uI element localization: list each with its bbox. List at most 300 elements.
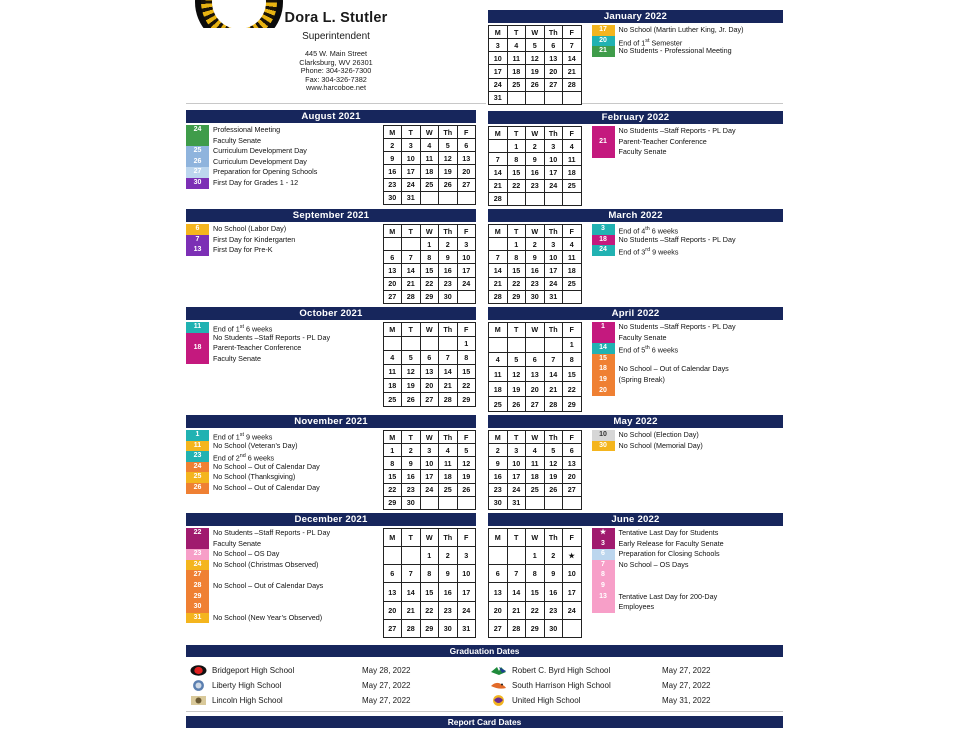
calendar-day-cell[interactable]: 21 [563,65,582,78]
calendar-day-cell[interactable]: 20 [563,470,582,483]
calendar-day-cell[interactable]: 2 [439,238,458,251]
calendar-day-cell[interactable]: 16 [439,583,458,601]
calendar-day-cell[interactable]: 27 [383,290,402,303]
month-block-december [186,513,476,638]
weekday-header: T [402,529,421,547]
weekday-header: Th [544,529,563,547]
weekday-header-row [489,323,582,338]
calendar-day-cell[interactable]: 27 [544,78,563,91]
calendar-day-cell[interactable]: 31 [544,290,563,303]
calendar-empty-cell [439,496,458,509]
calendar-day-cell[interactable]: 11 [563,153,582,166]
calendar-day-cell[interactable]: 12 [457,457,476,470]
calendar-day-cell[interactable]: 9 [526,251,545,264]
calendar-day-cell[interactable]: 18 [526,470,545,483]
calendar-day-cell[interactable]: 1 [526,547,545,565]
legend-label: No School (Thanksgiving) [213,472,296,482]
calendar-day-cell[interactable]: 29 [563,397,582,412]
calendar-day-cell[interactable]: 31 [489,91,508,104]
calendar-day-cell[interactable]: 3 [457,238,476,251]
legend-color-chip: 30 [592,441,615,452]
calendar-day-cell[interactable]: 16 [544,583,563,601]
calendar-day-cell[interactable]: 15 [507,264,526,277]
calendar-day-cell[interactable]: 10 [544,251,563,264]
calendar-empty-cell [507,192,526,205]
calendar-day-cell[interactable]: 20 [526,382,545,397]
legend-label: End of 3rd 9 weeks [618,247,679,257]
calendar-day-cell[interactable]: 28 [544,397,563,412]
weekday-header: M [383,323,402,337]
south-harrison-hawks-logo [490,679,507,692]
calendar-day-cell[interactable]: 3 [420,444,439,457]
calendar-day-cell[interactable]: 5 [526,39,545,52]
calendar-day-cell[interactable]: 8 [457,351,476,365]
calendar-day-cell[interactable]: 24 [507,483,526,496]
calendar-day-cell[interactable]: 13 [420,365,439,379]
calendar-day-cell[interactable]: 4 [563,140,582,153]
calendar-empty-cell [526,91,545,104]
calendar-day-cell[interactable]: 27 [489,619,508,637]
calendar-day-cell[interactable]: 11 [489,367,508,382]
weekday-header: F [563,26,582,39]
calendar-day-cell[interactable]: 6 [457,139,476,152]
calendar-day-cell[interactable]: 22 [457,379,476,393]
calendar-day-cell[interactable]: 22 [507,179,526,192]
legend-label: No School – Out of Calendar Day [213,482,320,492]
calendar-week-row [383,251,476,264]
graduation-date: May 27, 2022 [362,681,411,690]
calendar-day-cell[interactable]: 29 [507,290,526,303]
calendar-day-cell[interactable]: 14 [544,367,563,382]
calendar-day-cell[interactable]: 23 [526,277,545,290]
calendar-empty-cell [402,238,421,251]
weekday-header-row [383,225,476,238]
calendar-day-cell[interactable]: 13 [544,52,563,65]
calendar-day-cell[interactable]: 31 [402,191,421,204]
legend-color-chip: 29 [186,592,209,603]
calendar-day-cell[interactable]: 1 [563,337,582,352]
calendar-day-cell[interactable]: 1 [507,140,526,153]
calendar-day-cell[interactable]: 3 [544,238,563,251]
calendar-day-cell[interactable]: 26 [439,178,458,191]
calendar-day-cell[interactable]: 22 [507,277,526,290]
calendar-day-cell[interactable]: 1 [507,238,526,251]
calendar-day-cell[interactable]: 21 [544,382,563,397]
calendar-day-cell[interactable]: 21 [507,601,526,619]
calendar-day-cell[interactable]: 19 [544,470,563,483]
calendar-day-cell[interactable]: 16 [383,165,402,178]
calendar-day-cell[interactable]: 30 [402,496,421,509]
month-title: May 2022 [488,415,783,428]
calendar-day-cell[interactable]: 5 [439,139,458,152]
calendar-day-cell[interactable]: 25 [420,178,439,191]
calendar-day-cell[interactable]: 24 [457,277,476,290]
calendar-day-cell[interactable]: 26 [526,78,545,91]
calendar-day-cell[interactable]: 12 [544,457,563,470]
calendar-day-cell[interactable]: 15 [420,264,439,277]
calendar-day-cell[interactable]: 11 [507,52,526,65]
calendar-day-cell[interactable]: 18 [563,264,582,277]
calendar-day-cell[interactable]: 25 [439,483,458,496]
calendar-day-cell[interactable]: 15 [457,365,476,379]
calendar-day-cell[interactable]: 10 [489,52,508,65]
calendar-day-cell[interactable]: 23 [439,277,458,290]
calendar-day-cell[interactable]: 2 [402,444,421,457]
calendar-day-cell[interactable]: 21 [489,277,508,290]
calendar-day-cell[interactable]: 26 [507,397,526,412]
calendar-week-row [489,397,582,412]
calendar-day-cell[interactable]: 30 [544,619,563,637]
calendar-day-cell[interactable]: 6 [383,565,402,583]
calendar-day-cell[interactable]: 20 [383,601,402,619]
legend-color-chip: 28 [186,581,209,592]
calendar-day-cell[interactable]: 9 [526,153,545,166]
calendar-day-cell[interactable]: 26 [457,483,476,496]
calendar-day-cell[interactable]: 15 [563,367,582,382]
calendar-day-cell[interactable]: 1 [420,238,439,251]
calendar-day-cell[interactable]: 15 [383,470,402,483]
calendar-day-cell[interactable]: 28 [402,290,421,303]
calendar-day-cell[interactable]: 14 [402,264,421,277]
calendar-day-cell[interactable]: 14 [489,264,508,277]
calendar-day-cell[interactable]: 12 [439,152,458,165]
calendar-day-cell[interactable]: 2 [526,140,545,153]
calendar-day-cell[interactable]: 2 [526,238,545,251]
calendar-day-cell[interactable]: 17 [507,470,526,483]
calendar-day-cell[interactable]: 5 [544,444,563,457]
calendar-day-cell[interactable]: 14 [563,52,582,65]
calendar-day-cell[interactable]: 3 [457,547,476,565]
calendar-day-cell[interactable]: 29 [420,290,439,303]
calendar-day-cell[interactable]: 9 [383,152,402,165]
calendar-day-cell[interactable]: 24 [544,179,563,192]
calendar-day-cell[interactable]: 7 [402,251,421,264]
calendar-day-cell[interactable]: 20 [489,601,508,619]
calendar-empty-cell [507,337,526,352]
calendar-day-cell[interactable]: 4 [439,444,458,457]
calendar-day-cell[interactable]: 25 [563,179,582,192]
calendar-day-cell[interactable]: 8 [507,251,526,264]
calendar-day-cell[interactable]: 2 [383,139,402,152]
calendar-day-cell[interactable]: 18 [383,379,402,393]
calendar-day-cell[interactable]: 27 [563,483,582,496]
calendar-day-cell[interactable]: 4 [489,352,508,367]
calendar-day-cell[interactable]: 18 [507,65,526,78]
calendar-day-cell[interactable]: 9 [402,457,421,470]
calendar-day-cell[interactable]: 20 [420,379,439,393]
weekday-header: Th [439,431,458,444]
calendar-day-cell[interactable]: 28 [563,78,582,91]
calendar-day-cell[interactable]: 9 [439,251,458,264]
calendar-day-cell[interactable]: 13 [383,583,402,601]
calendar-day-cell[interactable]: 27 [383,619,402,637]
calendar-empty-cell [439,191,458,204]
calendar-day-cell[interactable]: 1 [383,444,402,457]
header [186,0,486,104]
calendar-day-cell[interactable]: 17 [489,65,508,78]
calendar-day-cell[interactable]: 28 [507,619,526,637]
calendar-day-cell[interactable]: 30 [439,619,458,637]
calendar-day-cell[interactable]: 12 [507,367,526,382]
calendar-day-cell[interactable]: 21 [402,601,421,619]
calendar-day-cell[interactable]: 31 [507,496,526,509]
calendar-day-cell[interactable]: 21 [402,277,421,290]
calendar-day-cell[interactable]: 4 [420,139,439,152]
calendar-day-cell[interactable]: 22 [563,382,582,397]
calendar-day-cell[interactable]: 10 [457,565,476,583]
legend-label: End of 1st 6 weeks [213,324,273,334]
calendar-day-cell[interactable]: 16 [526,166,545,179]
legend-color-chip: 21 [592,137,615,148]
calendar-day-cell[interactable]: 7 [507,565,526,583]
calendar-day-cell[interactable]: 1 [457,337,476,351]
calendar-day-cell[interactable]: 13 [489,583,508,601]
calendar-day-cell[interactable]: 8 [563,352,582,367]
calendar-day-cell[interactable]: 10 [563,565,582,583]
calendar-day-cell[interactable]: 14 [489,166,508,179]
calendar-day-cell[interactable]: 12 [526,52,545,65]
calendar-day-cell[interactable]: 13 [563,457,582,470]
calendar-day-cell[interactable]: 4 [526,444,545,457]
calendar-day-cell[interactable]: 31 [457,619,476,637]
weekday-header: T [507,127,526,140]
weekday-header: W [526,431,545,444]
graduation-section-title: Graduation Dates [186,645,783,657]
calendar-day-cell[interactable]: 11 [563,251,582,264]
calendar-day-cell[interactable]: 6 [563,444,582,457]
graduation-school-name: Liberty High School [212,681,282,690]
calendar-day-cell[interactable]: 24 [544,277,563,290]
calendar-day-cell[interactable]: ★ [563,547,582,565]
calendar-day-cell[interactable]: 22 [420,601,439,619]
calendar-day-cell[interactable]: 19 [526,65,545,78]
calendar-day-cell[interactable]: 19 [507,382,526,397]
calendar-day-cell[interactable]: 4 [563,238,582,251]
calendar-day-cell[interactable]: 25 [383,393,402,407]
calendar-day-cell[interactable]: 13 [383,264,402,277]
calendar-day-cell[interactable]: 22 [420,277,439,290]
calendar-day-cell[interactable]: 23 [383,178,402,191]
calendar-day-cell[interactable]: 18 [563,166,582,179]
calendar-day-cell[interactable]: 18 [489,382,508,397]
calendar-empty-cell [526,337,545,352]
calendar-day-cell[interactable]: 6 [420,351,439,365]
calendar-day-cell[interactable]: 17 [402,165,421,178]
legend-color-chip: 8 [592,570,615,581]
calendar-day-cell[interactable]: 27 [457,178,476,191]
calendar-day-cell[interactable]: 12 [402,365,421,379]
calendar-day-cell[interactable]: 11 [383,365,402,379]
calendar-day-cell[interactable]: 29 [526,619,545,637]
calendar-day-cell[interactable]: 9 [544,565,563,583]
calendar-day-cell[interactable]: 26 [402,393,421,407]
month-body [488,428,783,510]
calendar-day-cell[interactable]: 8 [420,565,439,583]
calendar-day-cell[interactable]: 28 [489,290,508,303]
weekday-header: F [457,126,476,139]
calendar-day-cell[interactable]: 28 [489,192,508,205]
calendar-day-cell[interactable]: 20 [457,165,476,178]
calendar-day-cell[interactable]: 18 [420,165,439,178]
calendar-day-cell[interactable]: 30 [489,496,508,509]
calendar-day-cell[interactable]: 9 [439,565,458,583]
calendar-empty-cell [420,337,439,351]
calendar-day-cell[interactable]: 17 [457,264,476,277]
calendar-day-cell[interactable]: 6 [383,251,402,264]
calendar-day-cell[interactable]: 23 [439,601,458,619]
calendar-day-cell[interactable]: 6 [526,352,545,367]
calendar-week-row [489,547,582,565]
calendar-day-cell[interactable]: 29 [420,619,439,637]
calendar-day-cell[interactable]: 16 [489,470,508,483]
calendar-day-cell[interactable]: 19 [402,379,421,393]
calendar-day-cell[interactable]: 27 [420,393,439,407]
calendar-day-cell[interactable]: 20 [544,65,563,78]
calendar-day-cell[interactable]: 18 [439,470,458,483]
calendar-day-cell[interactable]: 3 [489,39,508,52]
calendar-day-cell[interactable]: 1 [420,547,439,565]
calendar-day-cell[interactable]: 9 [489,457,508,470]
legend-color-chip: 24 [186,462,209,473]
calendar-day-cell[interactable]: 14 [507,583,526,601]
calendar-day-cell[interactable]: 22 [526,601,545,619]
calendar-empty-cell [420,496,439,509]
calendar-day-cell[interactable]: 17 [544,264,563,277]
calendar-grid-november [383,430,477,510]
calendar-day-cell[interactable]: 24 [563,601,582,619]
legend-label [213,592,330,603]
calendar-day-cell[interactable]: 23 [544,601,563,619]
calendar-day-cell[interactable]: 30 [439,290,458,303]
calendar-week-row [489,52,582,65]
calendar-day-cell[interactable]: 7 [544,352,563,367]
legend-january [592,25,744,105]
calendar-day-cell[interactable]: 14 [439,365,458,379]
calendar-day-cell[interactable]: 8 [526,565,545,583]
calendar-day-cell[interactable]: 17 [544,166,563,179]
calendar-day-cell[interactable]: 4 [383,351,402,365]
calendar-day-cell[interactable]: 23 [489,483,508,496]
calendar-day-cell[interactable]: 11 [420,152,439,165]
calendar-day-cell[interactable]: 3 [402,139,421,152]
legend-label: Employees [618,602,655,612]
calendar-day-cell[interactable]: 2 [489,444,508,457]
calendar-day-cell[interactable]: 10 [420,457,439,470]
calendar-empty-cell [489,140,508,153]
calendar-day-cell[interactable]: 10 [507,457,526,470]
calendar-day-cell[interactable]: 26 [544,483,563,496]
calendar-day-cell[interactable]: 2 [544,547,563,565]
calendar-day-cell[interactable]: 5 [457,444,476,457]
calendar-day-cell[interactable]: 10 [402,152,421,165]
calendar-day-cell[interactable]: 19 [439,165,458,178]
calendar-empty-cell [489,337,508,352]
calendar-day-cell[interactable]: 5 [507,352,526,367]
calendar-day-cell[interactable]: 2 [439,547,458,565]
calendar-day-cell[interactable]: 29 [457,393,476,407]
calendar-day-cell[interactable]: 8 [383,457,402,470]
legend-label: Tentative Last Day for 200-Day [618,591,718,601]
calendar-day-cell[interactable]: 19 [457,470,476,483]
calendar-day-cell[interactable]: 13 [526,367,545,382]
calendar-day-cell[interactable]: 24 [489,78,508,91]
weekday-header: M [489,225,508,238]
calendar-day-cell[interactable]: 25 [526,483,545,496]
calendar-day-cell[interactable]: 3 [507,444,526,457]
calendar-day-cell[interactable]: 17 [420,470,439,483]
calendar-day-cell[interactable]: 24 [420,483,439,496]
calendar-day-cell[interactable]: 10 [544,153,563,166]
calendar-day-cell[interactable]: 8 [507,153,526,166]
weekday-header: F [457,323,476,337]
calendar-day-cell[interactable]: 11 [526,457,545,470]
weekday-header: M [489,431,508,444]
calendar-day-cell[interactable]: 16 [526,264,545,277]
calendar-day-cell[interactable]: 17 [457,583,476,601]
legend-color-chip: 3 [592,224,615,235]
calendar-day-cell[interactable]: 11 [439,457,458,470]
calendar-day-cell[interactable]: 5 [402,351,421,365]
calendar-week-row [489,166,582,179]
calendar-day-cell[interactable]: 14 [402,583,421,601]
calendar-day-cell[interactable]: 15 [507,166,526,179]
calendar-day-cell[interactable]: 30 [383,191,402,204]
calendar-day-cell[interactable]: 16 [402,470,421,483]
calendar-day-cell[interactable]: 23 [402,483,421,496]
calendar-day-cell[interactable]: 7 [402,565,421,583]
calendar-day-cell[interactable]: 4 [507,39,526,52]
calendar-day-cell[interactable]: 24 [457,601,476,619]
calendar-empty-cell [526,496,545,509]
calendar-day-cell[interactable]: 21 [439,379,458,393]
website-url[interactable]: www.harcoboe.net [305,83,367,93]
calendar-day-cell[interactable]: 8 [420,251,439,264]
calendar-day-cell[interactable]: 16 [439,264,458,277]
calendar-day-cell[interactable]: 30 [526,290,545,303]
weekday-header: Th [439,323,458,337]
weekday-header: T [507,529,526,547]
calendar-day-cell[interactable]: 21 [489,179,508,192]
calendar-day-cell[interactable]: 22 [383,483,402,496]
calendar-day-cell[interactable]: 29 [383,496,402,509]
calendar-day-cell[interactable]: 7 [489,251,508,264]
calendar-day-cell[interactable]: 23 [526,179,545,192]
calendar-day-cell[interactable]: 10 [457,251,476,264]
district-address [186,50,486,93]
calendar-day-cell[interactable]: 25 [489,397,508,412]
weekday-header: W [526,225,545,238]
calendar-day-cell[interactable]: 20 [383,277,402,290]
calendar-day-cell[interactable]: 6 [544,39,563,52]
calendar-day-cell[interactable]: 24 [402,178,421,191]
calendar-day-cell[interactable]: 28 [402,619,421,637]
calendar-day-cell[interactable]: 28 [439,393,458,407]
calendar-day-cell[interactable]: 3 [544,140,563,153]
calendar-day-cell[interactable]: 7 [563,39,582,52]
calendar-week-row [383,583,476,601]
calendar-day-cell[interactable]: 7 [489,153,508,166]
calendar-day-cell[interactable]: 15 [526,583,545,601]
calendar-day-cell[interactable]: 25 [563,277,582,290]
calendar-day-cell[interactable]: 15 [420,583,439,601]
calendar-day-cell[interactable]: 13 [457,152,476,165]
calendar-day-cell[interactable]: 6 [489,565,508,583]
calendar-day-cell[interactable]: 17 [563,583,582,601]
calendar-day-cell[interactable]: 7 [439,351,458,365]
calendar-week-row [489,290,582,303]
calendar-day-cell[interactable]: 27 [526,397,545,412]
calendar-day-cell[interactable]: 25 [507,78,526,91]
